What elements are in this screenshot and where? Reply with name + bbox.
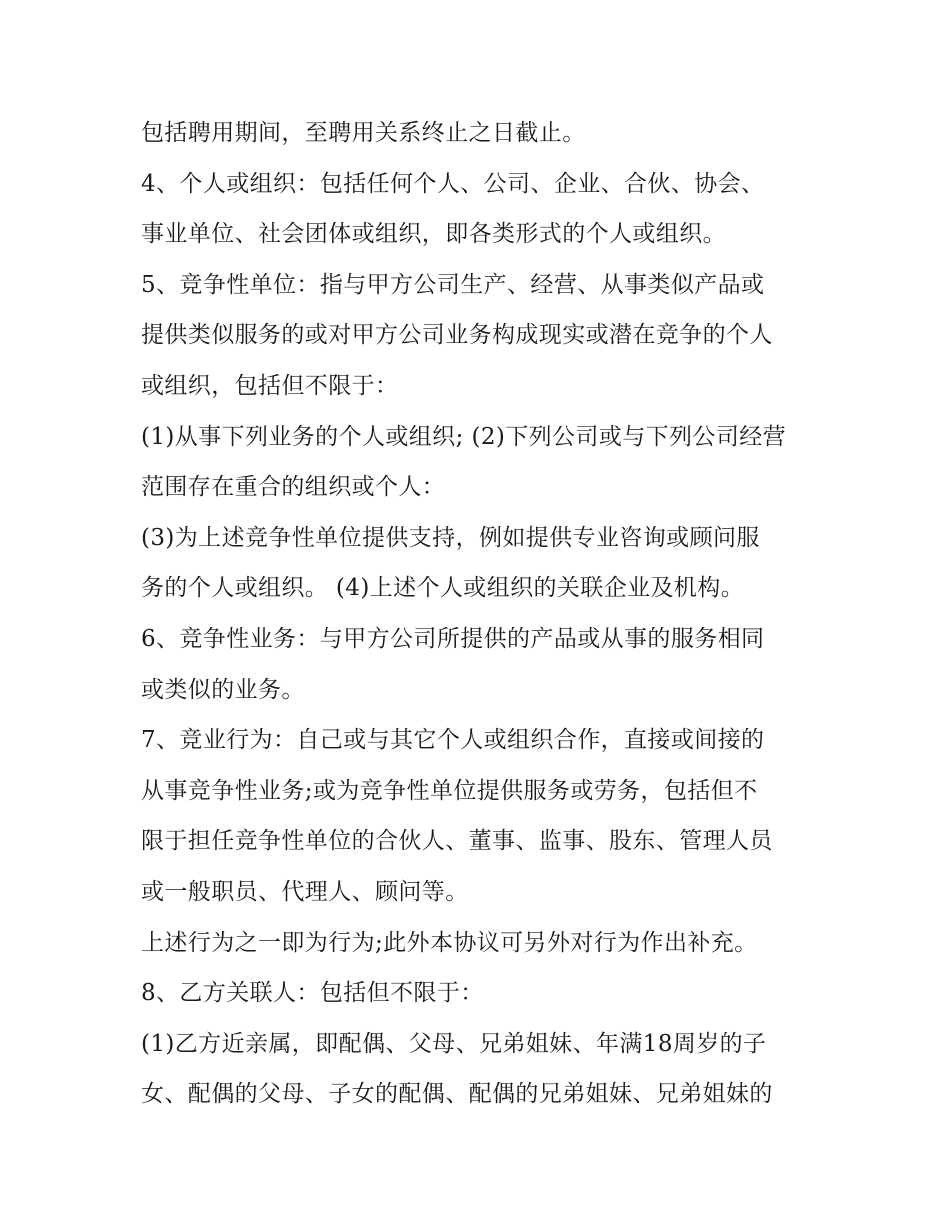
text-line: 提供类似服务的或对甲方公司业务构成现实或潜在竞争的个人 [141, 322, 773, 349]
text-line: 7、竞业行为：自己或与其它个人或组织合作，直接或间接的 [141, 727, 765, 754]
text-line: (1)乙方近亲属，即配偶、父母、兄弟姐妹、年满18周岁的子 [141, 1030, 767, 1057]
text-line: 限于担任竞争性单位的合伙人、董事、监事、股东、管理人员 [141, 828, 773, 855]
text-line: 范围存在重合的组织或个人： [141, 474, 446, 501]
text-line: 5、竞争性单位：指与甲方公司生产、经营、从事类似产品或 [141, 271, 765, 298]
text-line: (1)从事下列业务的个人或组织; (2)下列公司或与下列公司经营 [141, 423, 787, 450]
text-line: 事业单位、社会团体或组织，即各类形式的个人或组织。 [141, 221, 726, 248]
text-line: 6、竞争性业务：与甲方公司所提供的产品或从事的服务相同 [141, 625, 765, 652]
document-body [141, 108, 821, 1120]
text-line: 从事竞争性业务;或为竞争性单位提供服务或劳务，包括但不 [141, 777, 758, 804]
text-line: 8、乙方关联人：包括但不限于： [141, 980, 484, 1007]
text-line: 或类似的业务。 [141, 676, 305, 703]
text-line: (3)为上述竞争性单位提供支持，例如提供专业咨询或顾问服 [141, 524, 760, 551]
text-line: 女、配偶的父母、子女的配偶、配偶的兄弟姐妹、兄弟姐妹的 [141, 1081, 773, 1108]
text-line: 或组织，包括但不限于： [141, 372, 399, 399]
text-line: 或一般职员、代理人、顾问等。 [141, 878, 469, 905]
text-line: 4、个人或组织：包括任何个人、公司、企业、合伙、协会、 [141, 170, 765, 197]
text-line: 务的个人或组织。 (4)上述个人或组织的关联企业及机构。 [141, 575, 745, 602]
text-line: 上述行为之一即为行为;此外本协议可另外对行为作出补充。 [141, 929, 758, 956]
text-line: 包括聘用期间，至聘用关系终止之日截止。 [141, 120, 586, 146]
